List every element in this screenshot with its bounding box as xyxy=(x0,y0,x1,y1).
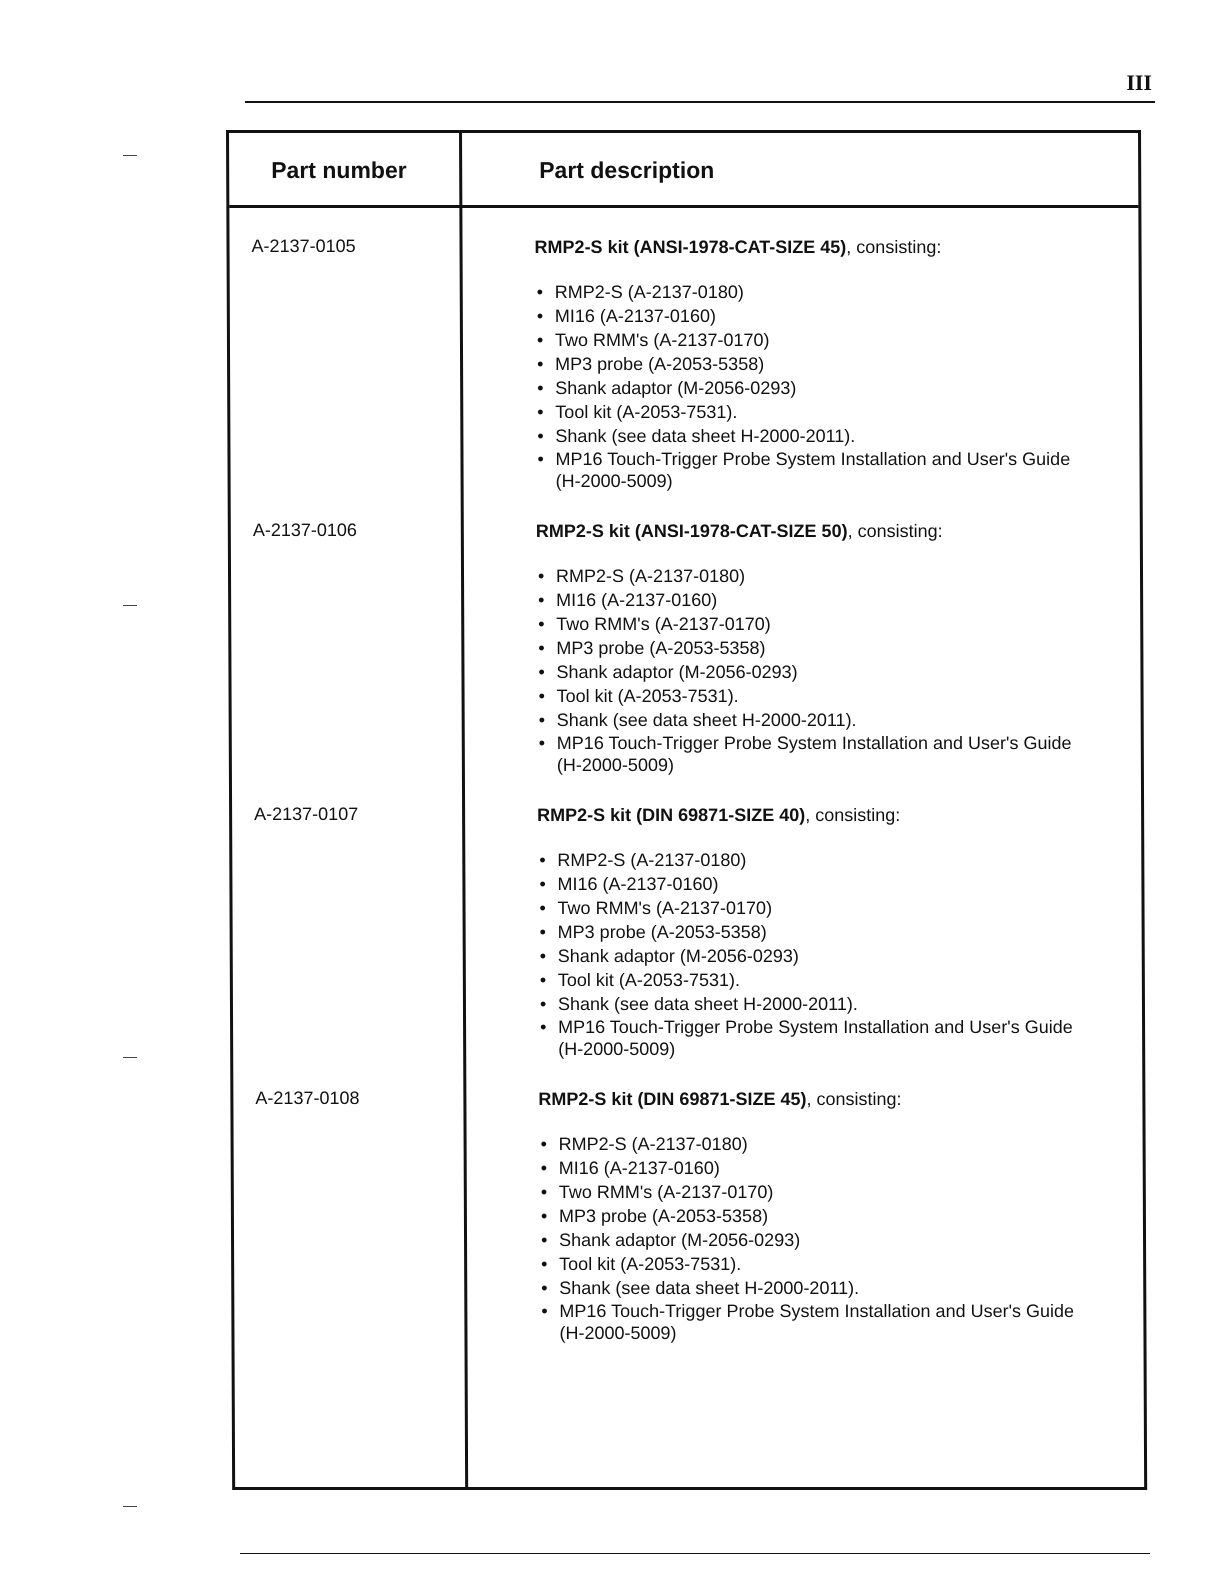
kit-contents-list xyxy=(537,848,1098,1060)
kit-title xyxy=(536,520,1096,542)
list-item: • MI16 (A-2137-0160) xyxy=(535,304,1095,328)
list-item: • Two RMM's (A-2137-0170) xyxy=(536,612,1096,636)
list-item: • Two RMM's (A-2137-0170) xyxy=(537,896,1097,920)
list-item: • Two RMM's (A-2137-0170) xyxy=(535,328,1095,352)
kit-suffix: , consisting: xyxy=(847,521,943,541)
part-number-cell: A-2137-0106 xyxy=(252,520,357,540)
margin-mark xyxy=(123,155,137,156)
list-item: • MP3 probe (A-2053-5358) xyxy=(539,1204,1099,1228)
kit-name: RMP2-S kit (ANSI-1978-CAT-SIZE 50) xyxy=(535,521,848,541)
list-item: • MI16 (A-2137-0160) xyxy=(539,1156,1099,1180)
list-item: • Shank adaptor (M-2056-0293) xyxy=(539,1228,1099,1252)
kit-title xyxy=(534,236,1094,258)
part-number-cell: A-2137-0105 xyxy=(251,236,356,256)
list-item: • Shank (see data sheet H-2000-2011). xyxy=(539,1276,1099,1300)
kit-title xyxy=(538,1088,1098,1110)
list-item: • Shank (see data sheet H-2000-2011). xyxy=(538,992,1098,1016)
list-item: • MI16 (A-2137-0160) xyxy=(536,588,1096,612)
table-header-rule xyxy=(229,205,1138,208)
header-rule xyxy=(245,101,1155,103)
list-item: • MP3 probe (A-2053-5358) xyxy=(536,636,1096,660)
list-item: • MP3 probe (A-2053-5358) xyxy=(535,352,1095,376)
part-description-cell xyxy=(536,520,1097,776)
kit-contents-list xyxy=(535,280,1096,492)
list-item: • Tool kit (A-2053-7531). xyxy=(538,968,1098,992)
list-item: • RMP2-S (A-2137-0180) xyxy=(536,564,1096,588)
part-description-cell xyxy=(537,804,1098,1060)
list-item: • RMP2-S (A-2137-0180) xyxy=(537,848,1097,872)
list-item: • MP16 Touch-Trigger Probe System Installation and User's Guide (H-2000-5009) xyxy=(539,1300,1099,1344)
kit-suffix: , consisting: xyxy=(846,237,942,257)
list-item: • Tool kit (A-2053-7531). xyxy=(539,1252,1099,1276)
margin-mark xyxy=(123,605,137,606)
list-item: • MI16 (A-2137-0160) xyxy=(537,872,1097,896)
kit-suffix: , consisting: xyxy=(806,1089,902,1109)
list-item: • Shank adaptor (M-2056-0293) xyxy=(538,944,1098,968)
list-item: • Shank adaptor (M-2056-0293) xyxy=(535,376,1095,400)
kit-name: RMP2-S kit (DIN 69871-SIZE 40) xyxy=(537,805,806,825)
kit-suffix: , consisting: xyxy=(805,805,901,825)
list-item: • MP16 Touch-Trigger Probe System Installation and User's Guide (H-2000-5009) xyxy=(538,1016,1098,1060)
header-part-description: Part description xyxy=(539,157,715,183)
kit-title xyxy=(537,804,1097,826)
margin-mark xyxy=(123,1057,137,1058)
footer-rule xyxy=(240,1553,1150,1554)
list-item: • Tool kit (A-2053-7531). xyxy=(535,400,1095,424)
list-item: • RMP2-S (A-2137-0180) xyxy=(539,1132,1099,1156)
page-number: III xyxy=(1126,70,1152,95)
kit-contents-list xyxy=(539,1132,1100,1344)
list-item: • MP16 Touch-Trigger Probe System Installation and User's Guide (H-2000-5009) xyxy=(535,448,1095,492)
part-number-cell: A-2137-0107 xyxy=(254,804,359,824)
part-description-cell xyxy=(534,236,1095,492)
column-divider xyxy=(459,133,468,1487)
list-item: • MP3 probe (A-2053-5358) xyxy=(538,920,1098,944)
list-item: • Shank (see data sheet H-2000-2011). xyxy=(537,708,1097,732)
list-item: • MP16 Touch-Trigger Probe System Installation and User's Guide (H-2000-5009) xyxy=(537,732,1097,776)
part-number-cell: A-2137-0108 xyxy=(255,1088,360,1108)
list-item: • Shank (see data sheet H-2000-2011). xyxy=(535,424,1095,448)
header-part-number: Part number xyxy=(271,157,407,183)
list-item: • Shank adaptor (M-2056-0293) xyxy=(536,660,1096,684)
kit-name: RMP2-S kit (DIN 69871-SIZE 45) xyxy=(538,1089,807,1109)
parts-table xyxy=(226,130,1147,1490)
kit-name: RMP2-S kit (ANSI-1978-CAT-SIZE 45) xyxy=(534,237,847,257)
list-item: • Two RMM's (A-2137-0170) xyxy=(539,1180,1099,1204)
list-item: • RMP2-S (A-2137-0180) xyxy=(535,280,1095,304)
part-description-cell xyxy=(538,1088,1099,1344)
list-item: • Tool kit (A-2053-7531). xyxy=(537,684,1097,708)
margin-mark xyxy=(123,1506,137,1507)
kit-contents-list xyxy=(536,564,1097,776)
